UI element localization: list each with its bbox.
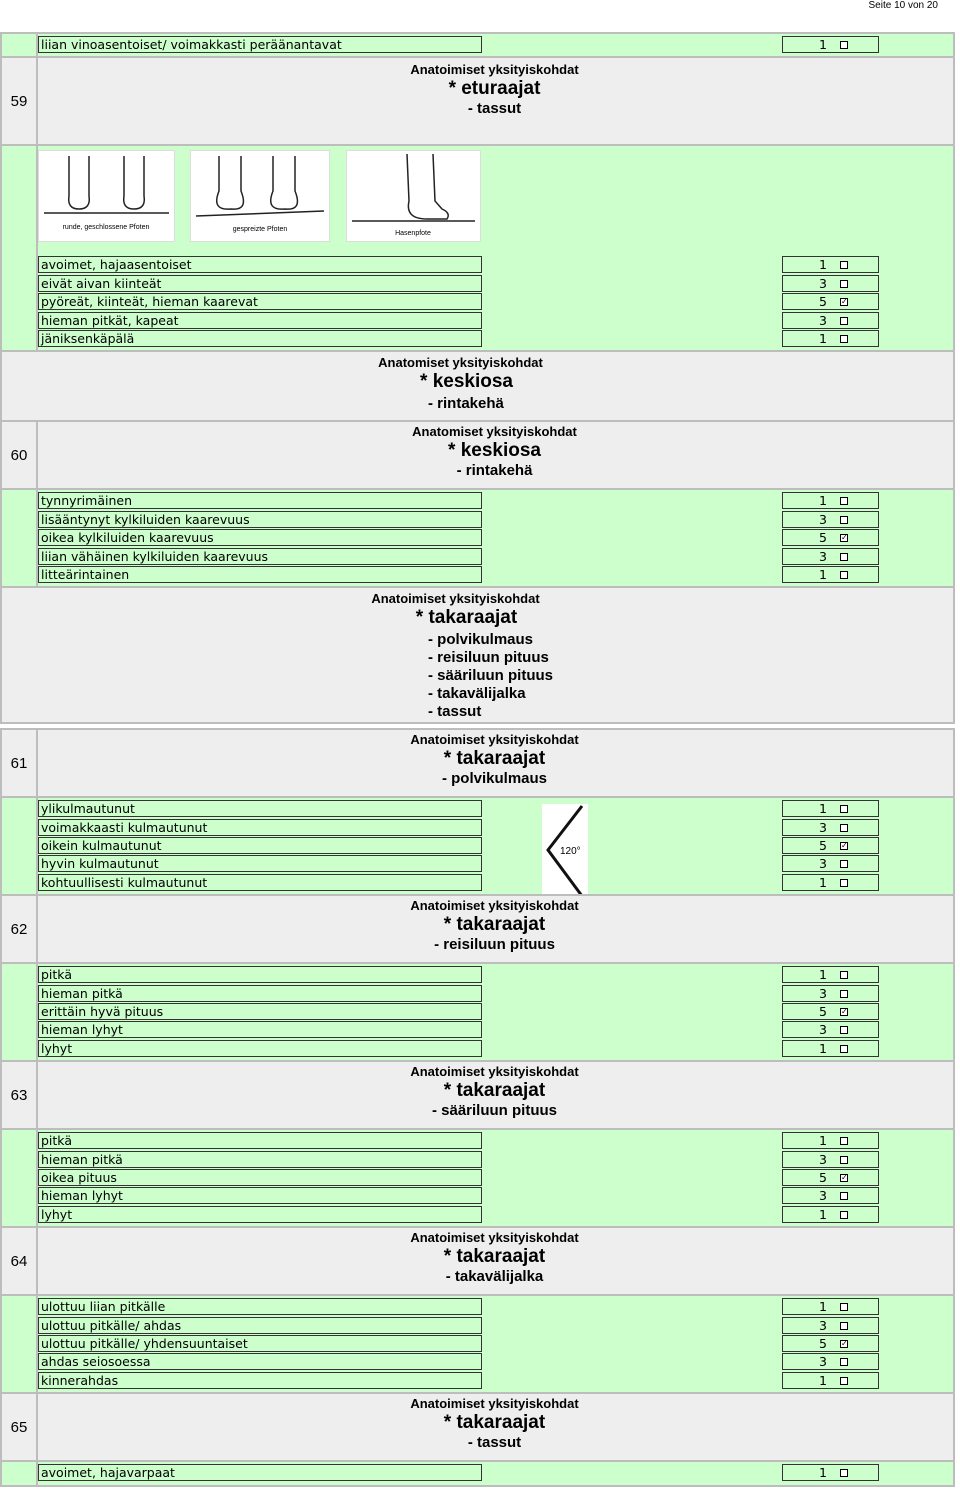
- section-header-61: [0, 728, 955, 798]
- score-cell[interactable]: [782, 1464, 879, 1481]
- score-value: 1: [819, 1299, 827, 1315]
- checkbox[interactable]: [840, 335, 848, 343]
- checkbox[interactable]: [840, 1026, 848, 1034]
- table-row: [2, 1298, 953, 1316]
- table-row: [2, 529, 953, 547]
- score-value: 3: [819, 985, 827, 1001]
- score-cell[interactable]: [782, 837, 879, 854]
- score-cell[interactable]: [782, 874, 879, 891]
- table-row: [2, 1003, 953, 1021]
- table-row: [2, 312, 953, 330]
- score-value: 3: [819, 312, 827, 328]
- checkbox[interactable]: [840, 571, 848, 579]
- checkbox[interactable]: [840, 1211, 848, 1219]
- section-body-65: [0, 1460, 955, 1486]
- section-body-59: [0, 144, 955, 352]
- score-cell[interactable]: [782, 312, 879, 329]
- score-cell[interactable]: 1: [782, 36, 879, 53]
- score-cell[interactable]: [782, 1298, 879, 1315]
- checkbox[interactable]: [840, 1377, 848, 1385]
- table-row: [2, 1372, 953, 1390]
- row-label: litteärintainen: [38, 566, 482, 583]
- section-body: [0, 32, 955, 58]
- table-row: [2, 1132, 953, 1150]
- info-item: - takavälijalka: [428, 685, 526, 703]
- section-number: 60: [2, 422, 38, 488]
- heading-sub: - rintakehä: [456, 462, 533, 480]
- row-label: hyvin kulmautunut: [38, 855, 482, 872]
- info-title: Anatomiset yksityiskohdat: [378, 355, 543, 371]
- score-value: 1: [819, 330, 827, 346]
- row-label: oikea pituus: [38, 1169, 482, 1186]
- score-cell[interactable]: [782, 1132, 879, 1149]
- info-item: - reisiluun pituus: [428, 649, 549, 667]
- row-label: avoimet, hajavarpaat: [38, 1464, 482, 1481]
- heading-prefix: Anatoimiset yksityiskohdat: [410, 732, 579, 748]
- heading-sub: - reisiluun pituus: [434, 936, 555, 954]
- score-cell[interactable]: [782, 966, 879, 983]
- score-cell[interactable]: [782, 1206, 879, 1223]
- score-cell[interactable]: [782, 1187, 879, 1204]
- score-cell[interactable]: [782, 819, 879, 836]
- checkbox[interactable]: ✓: [841, 1338, 848, 1348]
- checkbox[interactable]: [840, 1303, 848, 1311]
- row-label: hieman pitkä: [38, 985, 482, 1002]
- section-number: 63: [2, 1062, 38, 1128]
- heading-sub: - sääriluun pituus: [431, 1102, 557, 1120]
- row-label: lyhyt: [38, 1040, 482, 1057]
- table-row: [2, 492, 953, 510]
- table-row: [2, 36, 953, 54]
- heading-sub: - takavälijalka: [445, 1268, 544, 1286]
- page-indicator: Seite 10 von 20: [868, 0, 938, 11]
- score-value: 1: [819, 493, 827, 509]
- page-header: [0, 0, 960, 34]
- table-row: [2, 1151, 953, 1169]
- row-label: ulottuu pitkälle/ ahdas: [38, 1317, 482, 1334]
- score-cell[interactable]: [782, 1353, 879, 1370]
- score-cell[interactable]: [782, 492, 879, 509]
- score-cell[interactable]: [782, 1003, 879, 1020]
- row-label: kinnerahdas: [38, 1372, 482, 1389]
- info-item: - sääriluun pituus: [428, 667, 554, 685]
- row-label: lisääntynyt kylkiluiden kaarevuus: [38, 511, 482, 528]
- score-value: 3: [819, 548, 827, 564]
- caption: runde, geschlossene Pfoten: [62, 224, 150, 232]
- row-label: eivät aivan kiinteät: [38, 275, 482, 292]
- checkbox[interactable]: [840, 261, 848, 269]
- section-header-65: [0, 1392, 955, 1462]
- rows: [2, 1462, 953, 1484]
- paw-image-hare: [346, 150, 481, 242]
- paw-image-round: [38, 150, 175, 242]
- section-header-60: [0, 420, 955, 490]
- heading-sub: - tassut: [467, 1434, 522, 1452]
- score-cell[interactable]: [782, 566, 879, 583]
- checkbox[interactable]: [840, 1469, 848, 1477]
- table-row: [2, 548, 953, 566]
- score-cell[interactable]: [782, 1335, 879, 1352]
- table-row: [2, 1317, 953, 1335]
- table-row: [2, 1169, 953, 1187]
- score-value: 1: [819, 1133, 827, 1149]
- heading-title: * takaraajat: [443, 1246, 546, 1268]
- score-value: 5: [819, 1335, 827, 1351]
- score-cell[interactable]: [782, 548, 879, 565]
- checkbox[interactable]: [840, 1358, 848, 1366]
- table-row: [2, 275, 953, 293]
- score-value: 1: [819, 801, 827, 817]
- table-row: [2, 566, 953, 584]
- checkbox[interactable]: [840, 1192, 848, 1200]
- row-label: ulottuu liian pitkälle: [38, 1298, 482, 1315]
- checkbox[interactable]: [840, 516, 848, 524]
- score-value: 1: [819, 967, 827, 983]
- score-value: 3: [819, 1022, 827, 1038]
- info-main: * takaraajat: [415, 607, 518, 629]
- paw-illustrations: [2, 146, 953, 254]
- row-label: pitkä: [38, 1132, 482, 1149]
- score-value: 3: [819, 856, 827, 872]
- info-title: Anatoimiset yksityiskohdat: [371, 591, 540, 607]
- section-body-62: [0, 962, 955, 1062]
- table-row: [2, 837, 953, 858]
- checkbox[interactable]: ✓: [841, 841, 848, 851]
- row-label: hieman pitkä: [38, 1151, 482, 1168]
- rows: [2, 490, 953, 586]
- table-row: [2, 256, 953, 274]
- checkbox[interactable]: ✓: [841, 1007, 848, 1017]
- table-row: [2, 511, 953, 529]
- score-value: 3: [819, 1188, 827, 1204]
- table-row: [2, 1353, 953, 1371]
- score-cell[interactable]: [782, 1151, 879, 1168]
- row-label: hieman lyhyt: [38, 1187, 482, 1204]
- score-value: 5: [819, 838, 827, 854]
- score-value: 5: [819, 1169, 827, 1185]
- info-block-keskiosa: [0, 350, 955, 422]
- row-label: kohtuullisesti kulmautunut: [38, 874, 482, 891]
- caption: gespreizte Pfoten: [232, 226, 288, 234]
- score-cell[interactable]: [782, 511, 879, 528]
- caption: Hasenpfote: [395, 230, 431, 238]
- info-item: - tassut: [428, 703, 482, 721]
- score-cell[interactable]: [782, 985, 879, 1002]
- checkbox[interactable]: ✓: [841, 533, 848, 543]
- score-value: 3: [819, 275, 827, 291]
- heading-prefix: Anatomiset yksityiskohdat: [412, 424, 577, 440]
- score-cell[interactable]: [782, 800, 879, 817]
- rows: [2, 1130, 953, 1226]
- score-cell[interactable]: [782, 1169, 879, 1186]
- checkbox[interactable]: [840, 879, 848, 887]
- score-value: 5: [819, 294, 827, 310]
- score-cell[interactable]: [782, 275, 879, 292]
- table-row: [2, 855, 953, 873]
- checkbox[interactable]: [840, 317, 848, 325]
- row-label: oikea kylkiluiden kaarevuus: [38, 529, 482, 546]
- score-value: 3: [819, 1151, 827, 1167]
- table-row: [2, 874, 953, 892]
- row-label: ylikulmautunut: [38, 800, 482, 817]
- heading-title: * takaraajat: [443, 748, 546, 770]
- row-label: pitkä: [38, 966, 482, 983]
- heading-sub: - polvikulmaus: [441, 770, 548, 788]
- angle-diagram: [542, 804, 588, 900]
- rows: [2, 798, 953, 894]
- score-value: 5: [819, 1004, 827, 1020]
- row-label: liian vinoasentoiset/ voimakkasti peräänantavat: [38, 36, 482, 53]
- section-number: 62: [2, 896, 38, 962]
- checkbox[interactable]: [840, 41, 848, 49]
- heading-sub: - tassut: [467, 100, 522, 118]
- checkbox[interactable]: ✓: [841, 297, 848, 307]
- checkbox[interactable]: [840, 990, 848, 998]
- checkbox[interactable]: [840, 860, 848, 868]
- row-label: erittäin hyvä pituus: [38, 1003, 482, 1020]
- info-main: * keskiosa: [420, 371, 513, 393]
- heading-prefix: Anatoimiset yksityiskohdat: [410, 1396, 579, 1412]
- row-label: tynnyrimäinen: [38, 492, 482, 509]
- row-label: hieman pitkät, kapeat: [38, 312, 482, 329]
- table-row: [2, 330, 953, 348]
- row-label: pyöreät, kiinteät, hieman kaarevat: [38, 293, 482, 310]
- row-label: avoimet, hajaasentoiset: [38, 256, 482, 273]
- row-label: jäniksenkäpälä: [38, 330, 482, 347]
- rows: [2, 254, 953, 350]
- section-header-62: [0, 894, 955, 964]
- section-body-64: [0, 1294, 955, 1394]
- score-value: 3: [819, 511, 827, 527]
- score-cell[interactable]: [782, 1317, 879, 1334]
- score-cell[interactable]: [782, 1021, 879, 1038]
- table-row: [2, 1206, 953, 1224]
- info-item: - rintakehä: [428, 395, 504, 413]
- score-value: 1: [819, 1372, 827, 1388]
- row-label: liian vähäinen kylkiluiden kaarevuus: [38, 548, 482, 565]
- score-cell[interactable]: [782, 293, 879, 310]
- checkbox[interactable]: [840, 1045, 848, 1053]
- heading-prefix: Anatoimiset yksityiskohdat: [410, 1230, 579, 1246]
- heading-prefix: Anatoimiset yksityiskohdat: [410, 62, 579, 78]
- heading-prefix: Anatoimiset yksityiskohdat: [410, 1064, 579, 1080]
- checkbox[interactable]: [840, 280, 848, 288]
- checkbox[interactable]: [840, 824, 848, 832]
- heading-title: * takaraajat: [443, 1412, 546, 1434]
- table-row: [2, 1187, 953, 1205]
- section-header-63: [0, 1060, 955, 1130]
- score-cell[interactable]: [782, 1372, 879, 1389]
- score-value: 1: [819, 1040, 827, 1056]
- score-cell[interactable]: [782, 529, 879, 546]
- score-value: 3: [819, 819, 827, 835]
- table-row: [2, 1040, 953, 1058]
- section-number: 65: [2, 1394, 38, 1460]
- info-block-takaraajat: [0, 586, 955, 724]
- score-value: 1: [819, 566, 827, 582]
- heading-prefix: Anatoimiset yksityiskohdat: [410, 898, 579, 914]
- paw-image-spread: [190, 150, 330, 242]
- checkbox[interactable]: [840, 1156, 848, 1164]
- checkbox[interactable]: ✓: [841, 1172, 848, 1182]
- heading-title: * takaraajat: [443, 1080, 546, 1102]
- row-label: oikein kulmautunut: [38, 837, 482, 854]
- heading-title: * keskiosa: [448, 440, 541, 462]
- section-header-59: [0, 56, 955, 146]
- score-cell[interactable]: [782, 1040, 879, 1057]
- table-row: [2, 293, 953, 311]
- table-row: [2, 1464, 953, 1482]
- row-label: hieman lyhyt: [38, 1021, 482, 1038]
- heading-title: * eturaajat: [448, 78, 541, 100]
- section-body-63: [0, 1128, 955, 1228]
- score-value: 5: [819, 530, 827, 546]
- heading-title: * takaraajat: [443, 914, 546, 936]
- score-cell[interactable]: [782, 330, 879, 347]
- section-header-64: [0, 1226, 955, 1296]
- rows: [2, 1296, 953, 1392]
- form: [0, 34, 955, 1487]
- score-value: 1: [819, 1465, 827, 1481]
- info-item: - polvikulmaus: [428, 631, 534, 649]
- score-cell[interactable]: [782, 256, 879, 273]
- score-value: 3: [819, 1317, 827, 1333]
- table-row: [2, 1335, 953, 1353]
- rows: [2, 964, 953, 1060]
- table-row: [2, 966, 953, 984]
- score-value: 1: [819, 1206, 827, 1222]
- section-number: 64: [2, 1228, 38, 1294]
- row-label: voimakkaasti kulmautunut: [38, 819, 482, 836]
- angle-label: 120°: [560, 846, 581, 858]
- section-number: 61: [2, 730, 38, 796]
- row-label: ahdas seiosoessa: [38, 1353, 482, 1370]
- row-label: lyhyt: [38, 1206, 482, 1223]
- score-value: 1: [819, 874, 827, 890]
- table-row: [2, 800, 953, 818]
- checkbox[interactable]: [840, 1322, 848, 1330]
- row-label: ulottuu pitkälle/ yhdensuuntaiset: [38, 1335, 482, 1352]
- checkbox[interactable]: [840, 971, 848, 979]
- table-row: [2, 1021, 953, 1039]
- checkbox[interactable]: [840, 805, 848, 813]
- table-row: [2, 819, 953, 837]
- checkbox[interactable]: [840, 553, 848, 561]
- score-value: 3: [819, 1354, 827, 1370]
- checkbox[interactable]: [840, 1137, 848, 1145]
- score-value: 1: [819, 257, 827, 273]
- section-body-60: [0, 488, 955, 588]
- section-body-61: [0, 796, 955, 896]
- table-row: [2, 985, 953, 1003]
- score-cell[interactable]: [782, 855, 879, 872]
- section-number: 59: [2, 58, 38, 144]
- rows: [2, 34, 953, 56]
- checkbox[interactable]: [840, 497, 848, 505]
